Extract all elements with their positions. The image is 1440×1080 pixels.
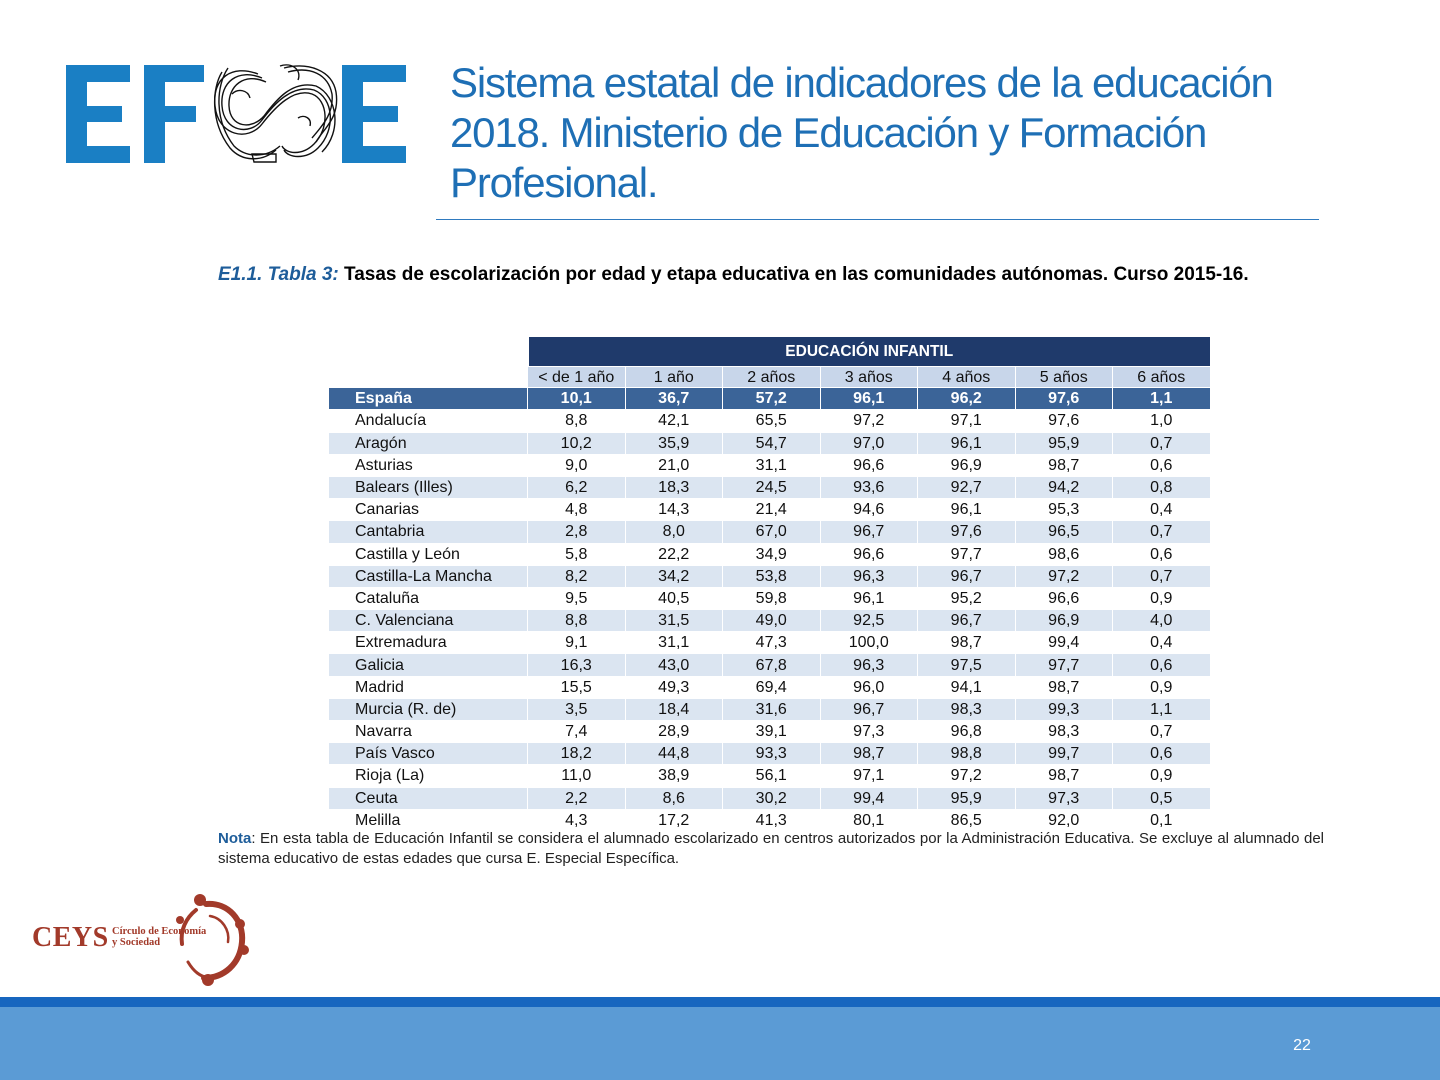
rate-cell: 9,5 — [528, 587, 626, 609]
rate-cell: 96,9 — [918, 454, 1016, 476]
rate-cell: 31,6 — [723, 698, 821, 720]
rate-cell: 96,0 — [820, 676, 918, 698]
rate-cell: 98,7 — [1015, 454, 1113, 476]
rate-cell: 97,7 — [1015, 654, 1113, 676]
rate-cell: 67,0 — [723, 521, 821, 543]
rate-cell: 4,0 — [1113, 610, 1211, 632]
table-row — [329, 698, 1211, 720]
column-header: 3 años — [820, 367, 918, 388]
rate-cell: 0,6 — [1113, 454, 1211, 476]
table-row — [329, 721, 1211, 743]
rate-cell: 96,5 — [1015, 521, 1113, 543]
rate-cell: 96,9 — [1015, 610, 1113, 632]
region-name-cell: Rioja (La) — [329, 765, 528, 787]
column-header: 4 años — [918, 367, 1016, 388]
rate-cell: 47,3 — [723, 632, 821, 654]
rate-cell: 98,7 — [1015, 676, 1113, 698]
region-name-cell: España — [329, 388, 528, 410]
rate-cell: 8,8 — [528, 610, 626, 632]
rate-cell: 1,1 — [1113, 388, 1211, 410]
rate-cell: 0,1 — [1113, 809, 1211, 831]
rate-cell: 98,8 — [918, 743, 1016, 765]
rate-cell: 98,7 — [820, 743, 918, 765]
rate-cell: 38,9 — [625, 765, 723, 787]
rate-cell: 97,2 — [1015, 565, 1113, 587]
rate-cell: 8,2 — [528, 565, 626, 587]
efse-logo — [62, 58, 407, 170]
rate-cell: 98,6 — [1015, 543, 1113, 565]
rate-cell: 30,2 — [723, 787, 821, 809]
rate-cell: 97,0 — [820, 432, 918, 454]
rate-cell: 94,6 — [820, 499, 918, 521]
table-row — [329, 499, 1211, 521]
rate-cell: 34,2 — [625, 565, 723, 587]
rate-cell: 8,0 — [625, 521, 723, 543]
rate-cell: 98,7 — [918, 632, 1016, 654]
ceys-logo — [28, 888, 258, 988]
rate-cell: 9,0 — [528, 454, 626, 476]
rate-cell: 0,4 — [1113, 632, 1211, 654]
rate-cell: 0,7 — [1113, 521, 1211, 543]
rate-cell: 96,7 — [918, 610, 1016, 632]
rate-cell: 0,9 — [1113, 587, 1211, 609]
region-name-cell: Castilla-La Mancha — [329, 565, 528, 587]
rate-cell: 2,2 — [528, 787, 626, 809]
rate-cell: 96,1 — [918, 432, 1016, 454]
rate-cell: 17,2 — [625, 809, 723, 831]
region-name-cell: Asturias — [329, 454, 528, 476]
rate-cell: 99,7 — [1015, 743, 1113, 765]
table-row — [329, 765, 1211, 787]
table-row — [329, 743, 1211, 765]
region-name-cell: Murcia (R. de) — [329, 698, 528, 720]
rate-cell: 40,5 — [625, 587, 723, 609]
rate-cell: 54,7 — [723, 432, 821, 454]
rate-cell: 14,3 — [625, 499, 723, 521]
rate-cell: 86,5 — [918, 809, 1016, 831]
rate-cell: 96,1 — [918, 499, 1016, 521]
rate-cell: 1,1 — [1113, 698, 1211, 720]
rate-cell: 97,3 — [820, 721, 918, 743]
region-name-cell: Castilla y León — [329, 543, 528, 565]
table-row — [329, 676, 1211, 698]
rate-cell: 35,9 — [625, 432, 723, 454]
region-name-cell: País Vasco — [329, 743, 528, 765]
rate-cell: 93,6 — [820, 476, 918, 498]
rate-cell: 4,3 — [528, 809, 626, 831]
table-row — [329, 565, 1211, 587]
rate-cell: 97,3 — [1015, 787, 1113, 809]
footer-accent-line — [0, 997, 1440, 1007]
rate-cell: 97,5 — [918, 654, 1016, 676]
rate-cell: 80,1 — [820, 809, 918, 831]
rate-cell: 0,7 — [1113, 432, 1211, 454]
rate-cell: 97,6 — [1015, 410, 1113, 432]
table-row — [329, 454, 1211, 476]
rate-cell: 97,1 — [820, 765, 918, 787]
ceys-subtitle — [112, 926, 222, 948]
rate-cell: 94,2 — [1015, 476, 1113, 498]
rate-cell: 28,9 — [625, 721, 723, 743]
table-row — [329, 410, 1211, 432]
rate-cell: 96,3 — [820, 565, 918, 587]
rate-cell: 1,0 — [1113, 410, 1211, 432]
table-row — [329, 787, 1211, 809]
rate-cell: 92,0 — [1015, 809, 1113, 831]
rate-cell: 97,6 — [918, 521, 1016, 543]
rate-cell: 36,7 — [625, 388, 723, 410]
rate-cell: 96,8 — [918, 721, 1016, 743]
rate-cell: 96,2 — [918, 388, 1016, 410]
group-header: EDUCACIÓN INFANTIL — [528, 337, 1211, 367]
rate-cell: 96,7 — [820, 698, 918, 720]
rate-cell: 69,4 — [723, 676, 821, 698]
region-name-cell: Madrid — [329, 676, 528, 698]
region-name-cell: Cantabria — [329, 521, 528, 543]
rate-cell: 21,0 — [625, 454, 723, 476]
table-row — [329, 432, 1211, 454]
rate-cell: 9,1 — [528, 632, 626, 654]
rate-cell: 67,8 — [723, 654, 821, 676]
rate-cell: 21,4 — [723, 499, 821, 521]
rate-cell: 18,4 — [625, 698, 723, 720]
rate-cell: 5,8 — [528, 543, 626, 565]
table-row-total — [329, 388, 1211, 410]
column-header: 2 años — [723, 367, 821, 388]
rate-cell: 96,3 — [820, 654, 918, 676]
region-name-cell: Canarias — [329, 499, 528, 521]
column-header: < de 1 año — [528, 367, 626, 388]
rate-cell: 6,2 — [528, 476, 626, 498]
rate-cell: 97,1 — [918, 410, 1016, 432]
region-name-cell: Ceuta — [329, 787, 528, 809]
rate-cell: 49,0 — [723, 610, 821, 632]
rate-cell: 92,7 — [918, 476, 1016, 498]
region-name-cell: Cataluña — [329, 587, 528, 609]
rate-cell: 96,6 — [820, 454, 918, 476]
table-row — [329, 654, 1211, 676]
footer-band — [0, 1007, 1440, 1080]
rate-cell: 49,3 — [625, 676, 723, 698]
rate-cell: 53,8 — [723, 565, 821, 587]
rate-cell: 95,2 — [918, 587, 1016, 609]
rate-cell: 98,7 — [1015, 765, 1113, 787]
rate-cell: 94,1 — [918, 676, 1016, 698]
rate-cell: 96,6 — [820, 543, 918, 565]
ceys-wordmark: CEYS — [32, 922, 109, 953]
rate-cell: 95,9 — [1015, 432, 1113, 454]
rate-cell: 41,3 — [723, 809, 821, 831]
rate-cell: 96,1 — [820, 388, 918, 410]
rate-cell: 34,9 — [723, 543, 821, 565]
rate-cell: 96,1 — [820, 587, 918, 609]
rate-cell: 65,5 — [723, 410, 821, 432]
empty-corner-cell — [329, 367, 528, 388]
region-name-cell: Melilla — [329, 809, 528, 831]
empty-corner-cell — [329, 337, 528, 367]
rate-cell: 92,5 — [820, 610, 918, 632]
rate-cell: 43,0 — [625, 654, 723, 676]
region-name-cell: Andalucía — [329, 410, 528, 432]
rate-cell: 7,4 — [528, 721, 626, 743]
table-row — [329, 521, 1211, 543]
rate-cell: 22,2 — [625, 543, 723, 565]
rate-cell: 98,3 — [1015, 721, 1113, 743]
ceys-subtitle-line2: y Sociedad — [112, 937, 161, 948]
table-note — [218, 829, 1324, 869]
rate-cell: 0,7 — [1113, 721, 1211, 743]
rate-cell: 8,8 — [528, 410, 626, 432]
rate-cell: 31,5 — [625, 610, 723, 632]
rate-cell: 97,2 — [918, 765, 1016, 787]
region-name-cell: Balears (Illes) — [329, 476, 528, 498]
rate-cell: 0,4 — [1113, 499, 1211, 521]
rate-cell: 31,1 — [723, 454, 821, 476]
rate-cell: 99,4 — [1015, 632, 1113, 654]
table-row — [329, 476, 1211, 498]
rate-cell: 8,6 — [625, 787, 723, 809]
page-number: 22 — [1293, 1037, 1311, 1054]
rate-cell: 57,2 — [723, 388, 821, 410]
rate-cell: 97,6 — [1015, 388, 1113, 410]
region-name-cell: Extremadura — [329, 632, 528, 654]
table-row — [329, 587, 1211, 609]
rate-cell: 100,0 — [820, 632, 918, 654]
rate-cell: 56,1 — [723, 765, 821, 787]
column-header: 1 año — [625, 367, 723, 388]
table-row — [329, 632, 1211, 654]
rate-cell: 10,1 — [528, 388, 626, 410]
title-divider — [436, 219, 1319, 220]
region-name-cell: Navarra — [329, 721, 528, 743]
rate-cell: 11,0 — [528, 765, 626, 787]
note-label: Nota — [218, 830, 252, 847]
column-header: 6 años — [1113, 367, 1211, 388]
rate-cell: 2,8 — [528, 521, 626, 543]
rate-cell: 97,7 — [918, 543, 1016, 565]
rate-cell: 0,7 — [1113, 565, 1211, 587]
column-header: 5 años — [1015, 367, 1113, 388]
rate-cell: 99,4 — [820, 787, 918, 809]
region-name-cell: C. Valenciana — [329, 610, 528, 632]
rate-cell: 4,8 — [528, 499, 626, 521]
rate-cell: 59,8 — [723, 587, 821, 609]
note-text: : En esta tabla de Educación Infantil se considera el alumnado escolarizado en centros autorizados por la Administración Educativa. Se excluye al alumnado del sistema educativo de estas edades que cursa E. Especial Específica. — [218, 830, 1324, 867]
rate-cell: 0,8 — [1113, 476, 1211, 498]
rate-cell: 0,5 — [1113, 787, 1211, 809]
slide-title: Sistema estatal de indicadores de la educación 2018. Ministerio de Educación y Formación Profesional. — [450, 59, 1273, 206]
rate-cell: 0,6 — [1113, 543, 1211, 565]
table-caption-text: Tasas de escolarización por edad y etapa educativa en las comunidades autónomas. Curso 2015-16. — [344, 264, 1249, 285]
rate-cell: 18,3 — [625, 476, 723, 498]
rate-cell: 42,1 — [625, 410, 723, 432]
rate-cell: 18,2 — [528, 743, 626, 765]
rate-cell: 16,3 — [528, 654, 626, 676]
region-name-cell: Galicia — [329, 654, 528, 676]
rate-cell: 15,5 — [528, 676, 626, 698]
table-caption — [218, 262, 1323, 288]
rate-cell: 0,9 — [1113, 765, 1211, 787]
rate-cell: 3,5 — [528, 698, 626, 720]
rate-cell: 0,9 — [1113, 676, 1211, 698]
table-row — [329, 543, 1211, 565]
rate-cell: 99,3 — [1015, 698, 1113, 720]
rate-cell: 39,1 — [723, 721, 821, 743]
rate-cell: 95,9 — [918, 787, 1016, 809]
rate-cell: 93,3 — [723, 743, 821, 765]
rate-cell: 96,6 — [1015, 587, 1113, 609]
enrollment-rate-table — [328, 337, 1211, 832]
rate-cell: 96,7 — [820, 521, 918, 543]
table-row — [329, 610, 1211, 632]
rate-cell: 95,3 — [1015, 499, 1113, 521]
rate-cell: 31,1 — [625, 632, 723, 654]
rate-cell: 44,8 — [625, 743, 723, 765]
rate-cell: 10,2 — [528, 432, 626, 454]
rate-cell: 24,5 — [723, 476, 821, 498]
rate-cell: 97,2 — [820, 410, 918, 432]
rate-cell: 98,3 — [918, 698, 1016, 720]
region-name-cell: Aragón — [329, 432, 528, 454]
rate-cell: 0,6 — [1113, 654, 1211, 676]
rate-cell: 0,6 — [1113, 743, 1211, 765]
ceys-subtitle-line1: Círculo de Economía — [112, 926, 207, 937]
rate-cell: 96,7 — [918, 565, 1016, 587]
table-reference: E1.1. Tabla 3: — [218, 264, 339, 285]
